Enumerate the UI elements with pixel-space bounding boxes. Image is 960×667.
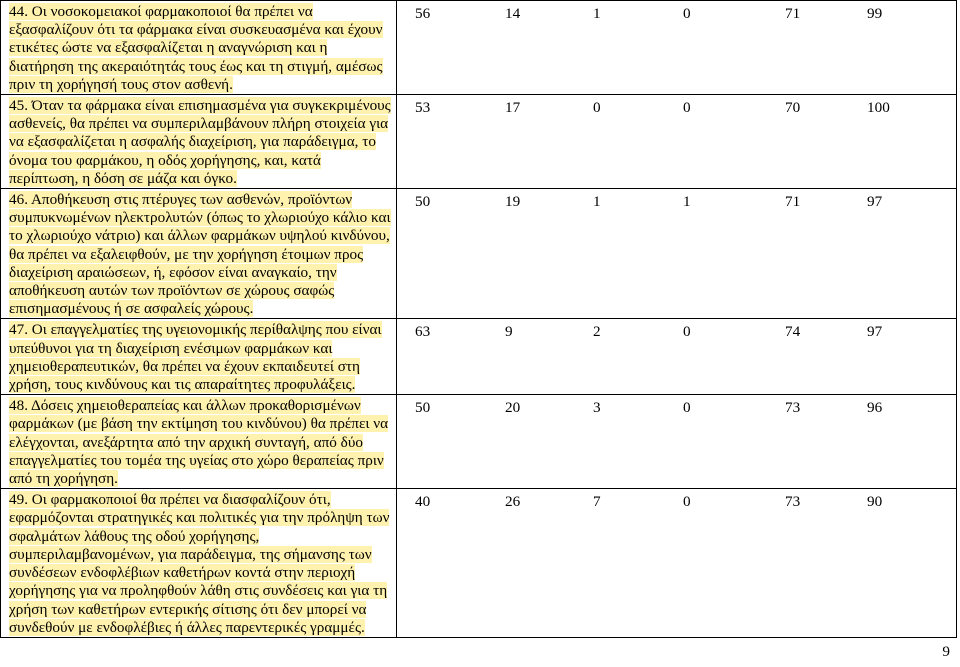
value: 73 [785, 493, 801, 511]
statement-text: 45. Όταν τα φάρμακα είναι επισημασμένα για συγκεκριμένους ασθενείς, θα πρέπει να συμπεριλαμβάνουν πλήρη στοιχεία για να εξασφαλίζεται η ασφαλής διαχείριση, για παράδειγμα, το όνομα του φαρμάκου, η οδός χορήγησης, και, κατά περίπτωση, η δόση σε μάζα και όγκο. [9, 97, 391, 187]
table-row [1, 1, 957, 95]
statement-text: 46. Αποθήκευση στις πτέρυγες των ασθενών, προϊόντων συμπυκνωμένων ηλεκτρολυτών (όπως το χλωριούχο κάλιο και το χλωριούχο νάτριο) και άλλων φαρμάκων υψηλού κινδύνου, θα πρέπει να εξαλειφθούν, με την χορήγηση έτοιμων προς διαχείριση αραιώσεων, ή, εφόσον είναι αναγκαίο, την αποθήκευση αυτών των προϊόντων σε χώρους σαφώς επισημασμένους ή σε ασφαλείς χώρους. [9, 191, 391, 318]
value: 50 [415, 193, 431, 211]
value: 90 [867, 493, 883, 511]
value: 26 [505, 493, 521, 511]
statement-cell [1, 395, 397, 489]
value: 3 [593, 399, 601, 417]
value: 1 [593, 5, 601, 22]
value: 50 [415, 399, 431, 417]
value: 0 [683, 99, 691, 117]
values-cell [397, 319, 957, 395]
value: 74 [785, 323, 801, 341]
value: 40 [415, 493, 431, 511]
statement-cell [1, 489, 397, 638]
statement-cell [1, 1, 397, 95]
value: 71 [785, 5, 801, 22]
statement-text: 48. Δόσεις χημειοθεραπείας και άλλων προκαθορισμένων φαρμάκων (με βάση την εκτίμηση του κινδύνου) θα πρέπει να ελέγχονται, ανεξάρτητα από την αρχική συνταγή, από δύο επαγγελματίες του τομέα της υγείας στο χώρο θεραπείας πριν από τη χορήγηση. [9, 397, 389, 488]
value: 56 [415, 5, 431, 22]
value: 7 [593, 493, 601, 511]
value: 0 [683, 5, 691, 22]
value: 0 [683, 323, 691, 341]
statement-text: 44. Οι νοσοκομειακοί φαρμακοποιοί θα πρέπει να εξασφαλίζουν ότι τα φάρμακα είναι συσκευασμένα και έχουν ετικέτες ώστε να εξασφαλίζεται η αναγνώριση και η διατήρηση της ακεραιότητάς τους έως και τη στιγμή, αμέσως πριν τη χορήγησή τους στον ασθενή. [9, 3, 383, 93]
value: 70 [785, 99, 801, 117]
value: 1 [683, 193, 691, 211]
value: 99 [867, 5, 883, 22]
value: 97 [867, 323, 883, 341]
table-row [1, 189, 957, 319]
statement-cell [1, 95, 397, 189]
values-cell [397, 189, 957, 319]
value: 0 [683, 399, 691, 417]
statement-text: 49. Οι φαρμακοποιοί θα πρέπει να διασφαλίζουν ότι, εφαρμόζονται στρατηγικές και πολιτικές για την πρόληψη των σφαλμάτων λάθους της οδού χορήγησης, συμπεριλαμβανομένων, για παράδειγμα, της σήμανσης των συνδέσεων ενδοφλέβιων καθετήρων κοντά στην περιοχή χορήγησης για να προληφθούν λάθη στις συνδέσεις και για τη χρήση των καθετήρων εντερικής σίτισης ότι δεν μπορεί να συνδεθούν με ενδοφλέβιες ή άλλες παρεντερικές γραμμές. [9, 491, 390, 636]
value: 17 [505, 99, 521, 117]
value: 0 [593, 99, 601, 117]
values-cell [397, 489, 957, 638]
value: 20 [505, 399, 521, 417]
page-number: 9 [942, 643, 950, 660]
value: 9 [505, 323, 513, 341]
statement-cell [1, 189, 397, 319]
table-row [1, 319, 957, 395]
statement-text: 47. Οι επαγγελματίες της υγειονομικής περίθαλψης που είναι υπεύθυνοι για τη διαχείριση ενέσιμων φαρμάκων και χημειοθεραπευτικών, θα πρέπει να έχουν εκπαιδευτεί στη χρήση, τους κινδύνους και τις απαραίτητες προφυλάξεις. [9, 321, 382, 394]
table-row [1, 395, 957, 489]
value: 0 [683, 493, 691, 511]
value: 97 [867, 193, 883, 211]
values-cell [397, 395, 957, 489]
value: 2 [593, 323, 601, 341]
table-row [1, 95, 957, 189]
table-row [1, 489, 957, 638]
value: 73 [785, 399, 801, 417]
values-cell [397, 1, 957, 95]
values-cell [397, 95, 957, 189]
statement-cell [1, 319, 397, 395]
value: 19 [505, 193, 521, 211]
value: 96 [867, 399, 883, 417]
value: 1 [593, 193, 601, 211]
value: 71 [785, 193, 801, 211]
value: 14 [505, 5, 521, 22]
value: 100 [867, 99, 890, 117]
value: 53 [415, 99, 431, 117]
value: 63 [415, 323, 431, 341]
